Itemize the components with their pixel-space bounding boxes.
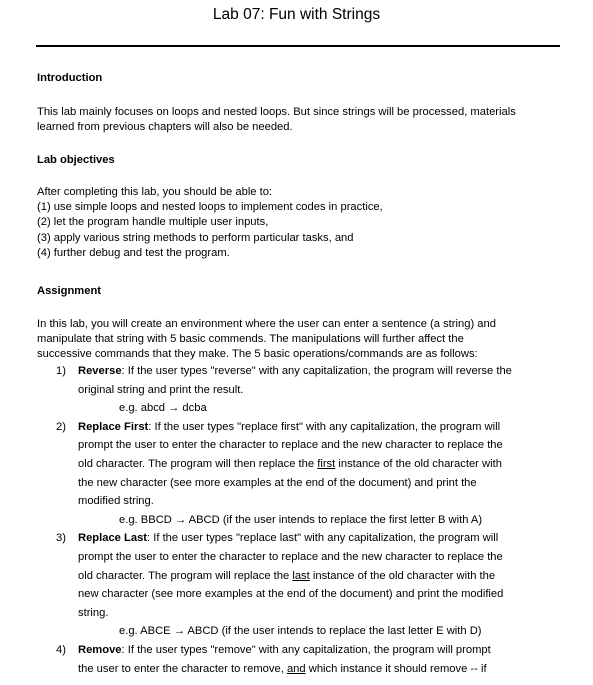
- objectives-line: (3) apply various string methods to perform particular tasks, and: [37, 231, 354, 244]
- item-text: : If the user types "reverse" with any capitalization, the program will reverse the: [121, 365, 512, 377]
- item-text: string.: [78, 606, 109, 619]
- list-item: [37, 362, 562, 418]
- item-text: original string and print the result.: [78, 383, 244, 396]
- underlined-word: and: [286, 662, 306, 675]
- underlined-word: last: [292, 569, 310, 582]
- item-number: 2): [56, 420, 66, 433]
- assignment-line: In this lab, you will create an environment where the user can enter a sentence (a string) and: [37, 318, 496, 330]
- item-text: : If the user types "replace last" with any capitalization, the program will: [147, 532, 499, 545]
- objectives-paragraph: [37, 185, 562, 261]
- item-text: : If the user types "remove" with any capitalization, the program will prompt: [121, 643, 491, 656]
- item-text: prompt the user to enter the character to replace and the new character to replace the: [78, 550, 503, 563]
- introduction-heading: Introduction: [37, 72, 103, 84]
- assignment-heading: Assignment: [37, 285, 102, 297]
- item-number: 4): [56, 643, 66, 656]
- list-item: [37, 529, 562, 641]
- item-term: Replace Last: [78, 532, 148, 545]
- item-example: e.g. ABCE → ABCD (if the user intends to replace the last letter E with D): [119, 625, 482, 638]
- item-number: 1): [56, 365, 66, 377]
- item-text: prompt the user to enter the character to replace and the new character to replace the: [78, 439, 503, 452]
- item-text: modified string.: [78, 495, 154, 508]
- assignment-line: successive commands that they make. The 5 basic operations/commands are as follows:: [37, 348, 478, 361]
- item-example: e.g. BBCD → ABCD (if the user intends to replace the first letter B with A): [119, 513, 483, 526]
- item-text: : If the user types "replace first" with any capitalization, the program will: [148, 420, 501, 433]
- introduction-paragraph: [37, 105, 562, 135]
- objectives-line: (4) further debug and test the program.: [37, 246, 230, 259]
- command-list: [37, 362, 562, 678]
- assignment-paragraph: [37, 317, 562, 363]
- introduction-line: learned from previous chapters will also be needed.: [37, 121, 293, 134]
- assignment-line: manipulate that string with 5 basic commends. The manipulations will further affect the: [37, 333, 464, 346]
- item-text: the new character (see more examples at the end of the document) and print the: [78, 476, 477, 489]
- item-text: the user to enter the character to remove,: [78, 662, 287, 675]
- item-term: Remove: [78, 643, 122, 656]
- underlined-word: first: [317, 457, 336, 470]
- objectives-heading: Lab objectives: [37, 154, 115, 166]
- item-text: old character. The program will then replace the: [78, 457, 318, 470]
- item-text: instance of the old character with: [335, 457, 502, 470]
- objectives-line: (1) use simple loops and nested loops to implement codes in practice,: [37, 201, 383, 214]
- list-item: [37, 418, 562, 530]
- item-term: Reverse: [78, 365, 122, 377]
- item-text: old character. The program will replace the: [78, 569, 293, 582]
- item-text: which instance it should remove -- if: [305, 662, 487, 675]
- document-title: Lab 07: Fun with Strings: [212, 6, 381, 23]
- list-item: [37, 641, 562, 678]
- introduction-line: This lab mainly focuses on loops and nested loops. But since strings will be processed, materials: [37, 106, 516, 118]
- item-example: e.g. abcd → dcba: [119, 402, 207, 415]
- item-number: 3): [56, 532, 66, 545]
- title-divider: [36, 45, 560, 47]
- item-term: Replace First: [78, 420, 149, 433]
- item-text: instance of the old character with the: [309, 569, 496, 582]
- objectives-line: (2) let the program handle multiple user inputs,: [37, 216, 269, 229]
- item-text: new character (see more examples at the end of the document) and print the modified: [78, 588, 504, 601]
- objectives-line: After completing this lab, you should be able to:: [37, 186, 273, 198]
